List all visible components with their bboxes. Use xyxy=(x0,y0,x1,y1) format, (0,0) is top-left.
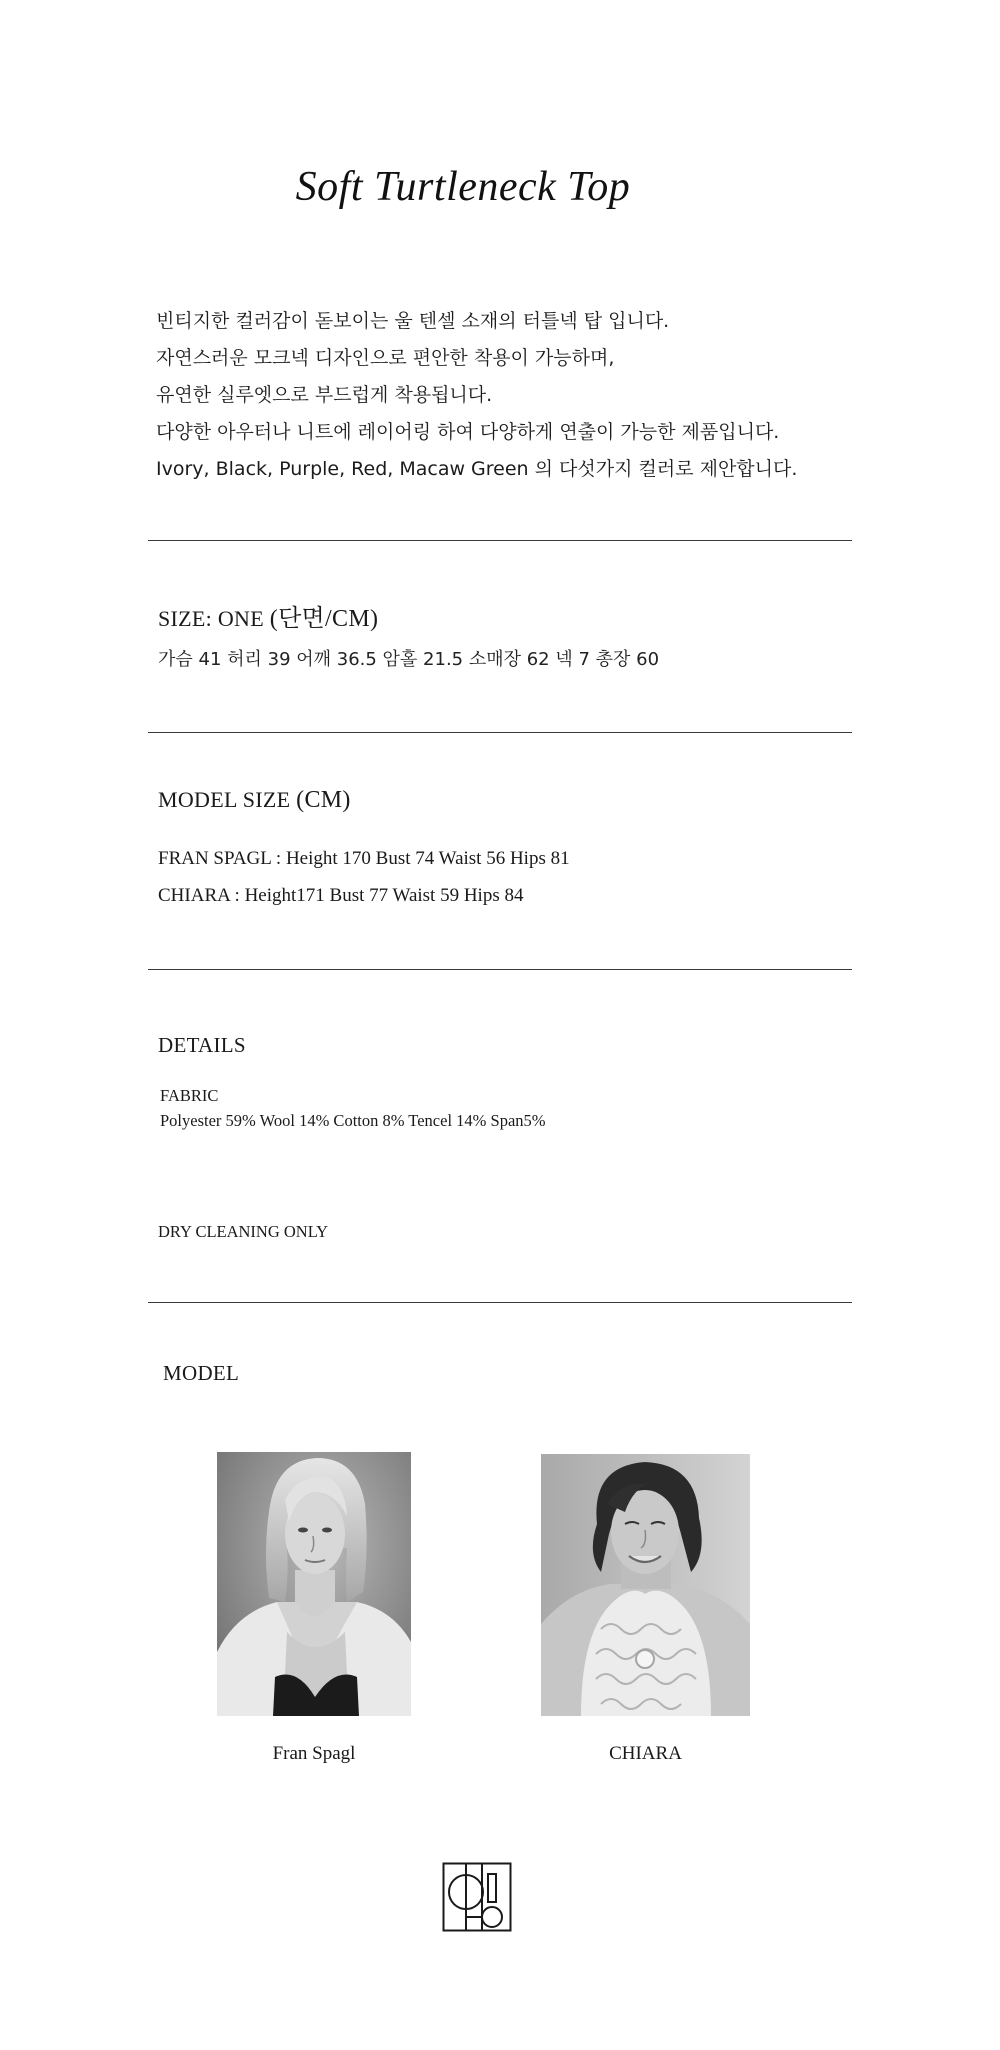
size-heading: SIZE: ONE (단면/CM) xyxy=(158,606,379,632)
model-caption-chiara: CHIARA xyxy=(609,1743,682,1764)
description-line: 유연한 실루엣으로 부드럽게 착용됩니다. xyxy=(156,384,493,406)
size-unit: (단면/CM) xyxy=(269,606,379,632)
model-size-heading: MODEL SIZE (CM) xyxy=(158,787,351,813)
divider xyxy=(148,1302,852,1303)
divider xyxy=(148,732,852,733)
model-size-list xyxy=(158,840,570,914)
product-description xyxy=(156,303,876,488)
model-size-line: CHIARA : Height171 Bust 77 Waist 59 Hips 84 xyxy=(158,885,524,906)
brand-logo-icon xyxy=(442,1862,512,1932)
model-photo-fran-spagl xyxy=(217,1452,411,1716)
care-instructions: DRY CLEANING ONLY xyxy=(158,1222,329,1241)
model-size-line: FRAN SPAGL : Height 170 Bust 74 Waist 56 Hips 81 xyxy=(158,848,570,869)
description-line: 빈티지한 컬러감이 돋보이는 울 텐셀 소재의 터틀넥 탑 입니다. xyxy=(156,310,670,332)
divider xyxy=(148,969,852,970)
fabric-info xyxy=(160,1083,546,1133)
fabric-label: FABRIC xyxy=(160,1086,219,1105)
fabric-composition: Polyester 59% Wool 14% Cotton 8% Tencel 14% Span5% xyxy=(160,1111,546,1130)
model-size-unit: (CM) xyxy=(296,787,351,813)
model-heading: MODEL xyxy=(163,1361,240,1385)
divider xyxy=(148,540,852,541)
size-measurements: 가슴 41 허리 39 어깨 36.5 암홀 21.5 소매장 62 넥 7 총장 60 xyxy=(158,649,660,670)
description-line: 자연스러운 모크넥 디자인으로 편안한 착용이 가능하며, xyxy=(156,347,615,369)
description-line: Ivory, Black, Purple, Red, Macaw Green 의 다섯가지 컬러로 제안합니다. xyxy=(156,458,798,480)
model-caption-fran-spagl: Fran Spagl xyxy=(272,1743,356,1764)
details-heading: DETAILS xyxy=(158,1033,246,1057)
model-photo-chiara xyxy=(541,1454,750,1716)
product-title: Soft Turtleneck Top xyxy=(295,164,631,210)
description-line: 다양한 아우터나 니트에 레이어링 하여 다양하게 연출이 가능한 제품입니다. xyxy=(156,421,780,443)
